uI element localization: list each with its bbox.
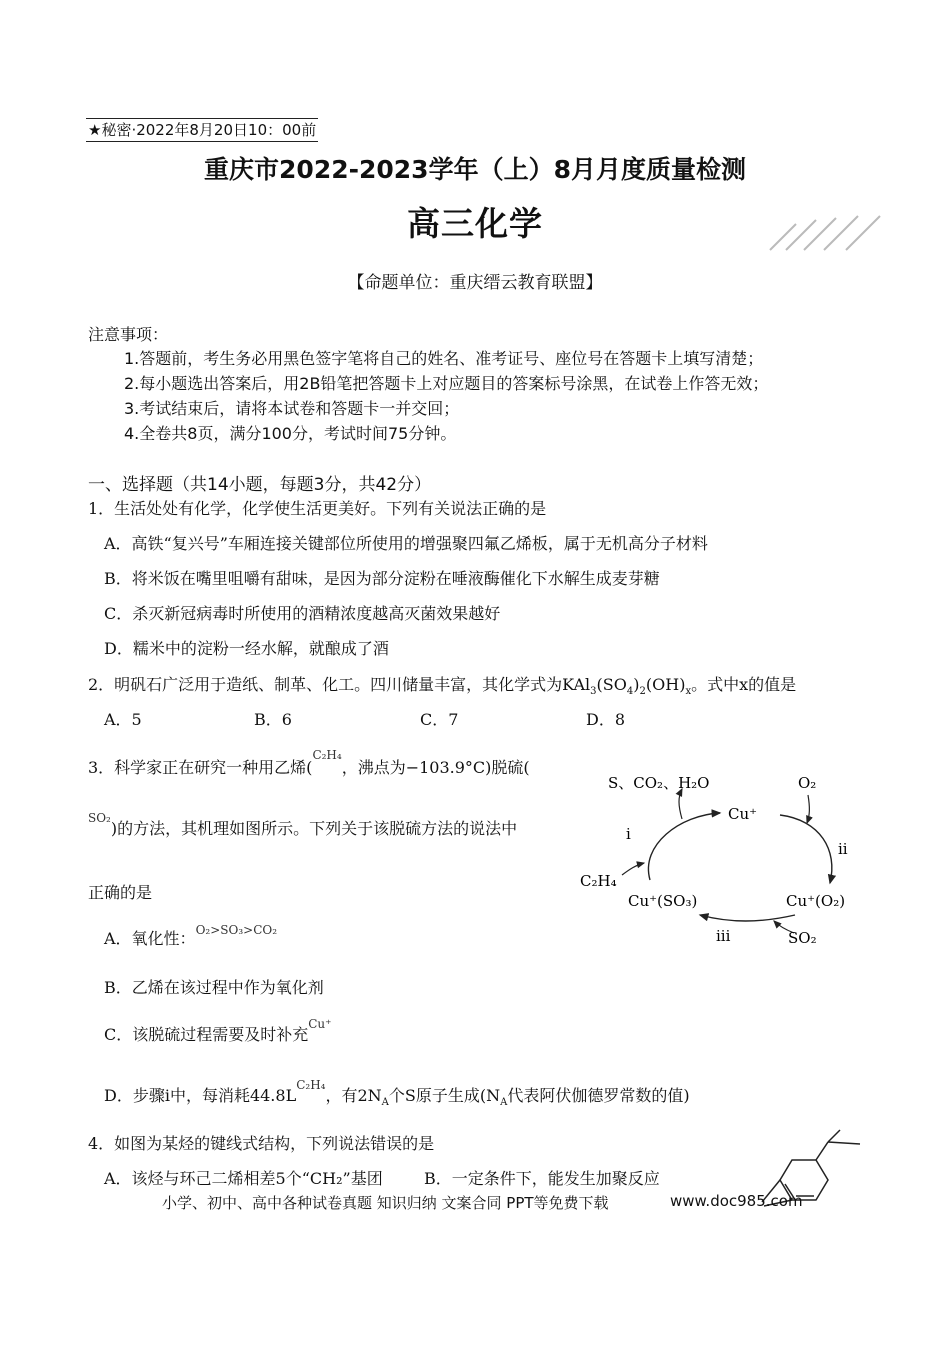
decorative-slashes [766,208,886,258]
step-i-label: i [626,825,631,843]
notice-item: 2.每小题选出答案后，用2B铅笔把答题卡上对应题目的答案标号涂黑，在试卷上作答无效； [124,374,769,393]
question-3-stem: 3．科学家正在研究一种用乙烯($^{C_2H_4}$，沸点为−103.9°C)脱硫( [88,748,530,777]
cycle-arc-right [780,815,832,883]
question-1-option-c: C．杀灭新冠病毒时所使用的酒精浓度越高灭菌效果越好 [104,604,501,623]
question-3-option-d: D．步骤i中，每消耗$44.8L^{C_2H_4}$，有$2N_A$个S原子生成($N_A$代表阿伏伽德罗常数的值) [104,1078,690,1109]
subject-title: 高三化学 [407,204,543,243]
question-4-option-a: A．该烃与环己二烯相差5个“CH₂”基团 [104,1169,383,1188]
question-4-option-b: B．一定条件下，能发生加聚反应 [424,1169,660,1188]
so2-label: SO₂ [788,929,817,947]
question-2-option-d: D．8 [586,710,626,729]
question-3-option-c: C．该脱硫过程需要及时补充$^{Cu^+}$ [104,1017,332,1044]
footer-url[interactable]: www.doc985.com [670,1192,803,1210]
footer-text: 小学、初中、高中各种试卷真题 知识归纳 文案合同 PPT等免费下载 [162,1194,609,1212]
desulfurization-mechanism-diagram [570,765,870,955]
question-2-option-c: C．7 [420,710,459,729]
question-2-stem: 2．明矾石广泛用于造纸、制革、化工。四川储量丰富，其化学式为$KAl_3(SO_4)_2(OH)_x$。式中x的值是 [88,675,797,698]
step-iii-label: iii [716,927,731,945]
question-1-option-d: D．糯米中的淀粉一经水解，就酿成了酒 [104,639,389,658]
secret-label: ★秘密·2022年8月20日10：00前 [86,118,318,142]
question-3-option-b: B．乙烯在该过程中作为氧化剂 [104,978,324,997]
products-arrow [679,789,682,819]
o2-arrow [807,795,809,823]
hydrocarbon-skeletal-structure [752,1128,872,1228]
issuing-unit: 【命题单位：重庆缙云教育联盟】 [347,273,603,293]
step-ii-label: ii [838,840,848,858]
cu-so3-label: Cu⁺(SO₃) [628,892,698,910]
section-heading: 一、选择题（共14小题，每题3分，共42分） [88,475,432,495]
c2h4-arrow [622,863,644,875]
cu-label: Cu⁺ [728,805,758,823]
question-2-option-b: B．6 [254,710,292,729]
question-1-option-a: A．高铁“复兴号”车厢连接关键部位所使用的增强聚四氟乙烯板，属于无机高分子材料 [104,534,708,553]
question-1-stem: 1．生活处处有化学，化学使生活更美好。下列有关说法正确的是 [88,499,547,518]
question-3-option-a: A．氧化性：$^{O_2>SO_3>CO_2}$ [104,923,278,948]
products-label: S、CO₂、H₂O [608,774,710,792]
question-3-stem-line2: $^{SO_2}$)的方法，其机理如图所示。下列关于该脱硫方法的说法中 [88,811,518,838]
c2h4-label: C₂H₄ [580,872,617,890]
exam-title: 重庆市2022-2023学年（上）8月月度质量检测 [204,155,746,184]
o2-label: O₂ [798,774,817,792]
cycle-arc-top [648,813,720,880]
notice-item: 3.考试结束后，请将本试卷和答题卡一并交回； [124,399,460,418]
question-2-option-a: A．5 [104,710,142,729]
question-4-stem: 4．如图为某烃的键线式结构，下列说法错误的是 [88,1134,435,1153]
cycle-arc-bottom [700,915,795,921]
notice-item: 4.全卷共8页，满分100分，考试时间75分钟。 [124,424,457,443]
notice-item: 1.答题前，考生务必用黑色签字笔将自己的姓名、准考证号、座位号在答题卡上填写清楚； [124,349,764,368]
question-3-stem-line3: 正确的是 [88,883,153,902]
question-1-option-b: B．将米饭在嘴里咀嚼有甜味，是因为部分淀粉在唾液酶催化下水解生成麦芽糖 [104,569,660,588]
cu-o2-label: Cu⁺(O₂) [786,892,846,910]
notice-heading: 注意事项： [88,325,169,344]
